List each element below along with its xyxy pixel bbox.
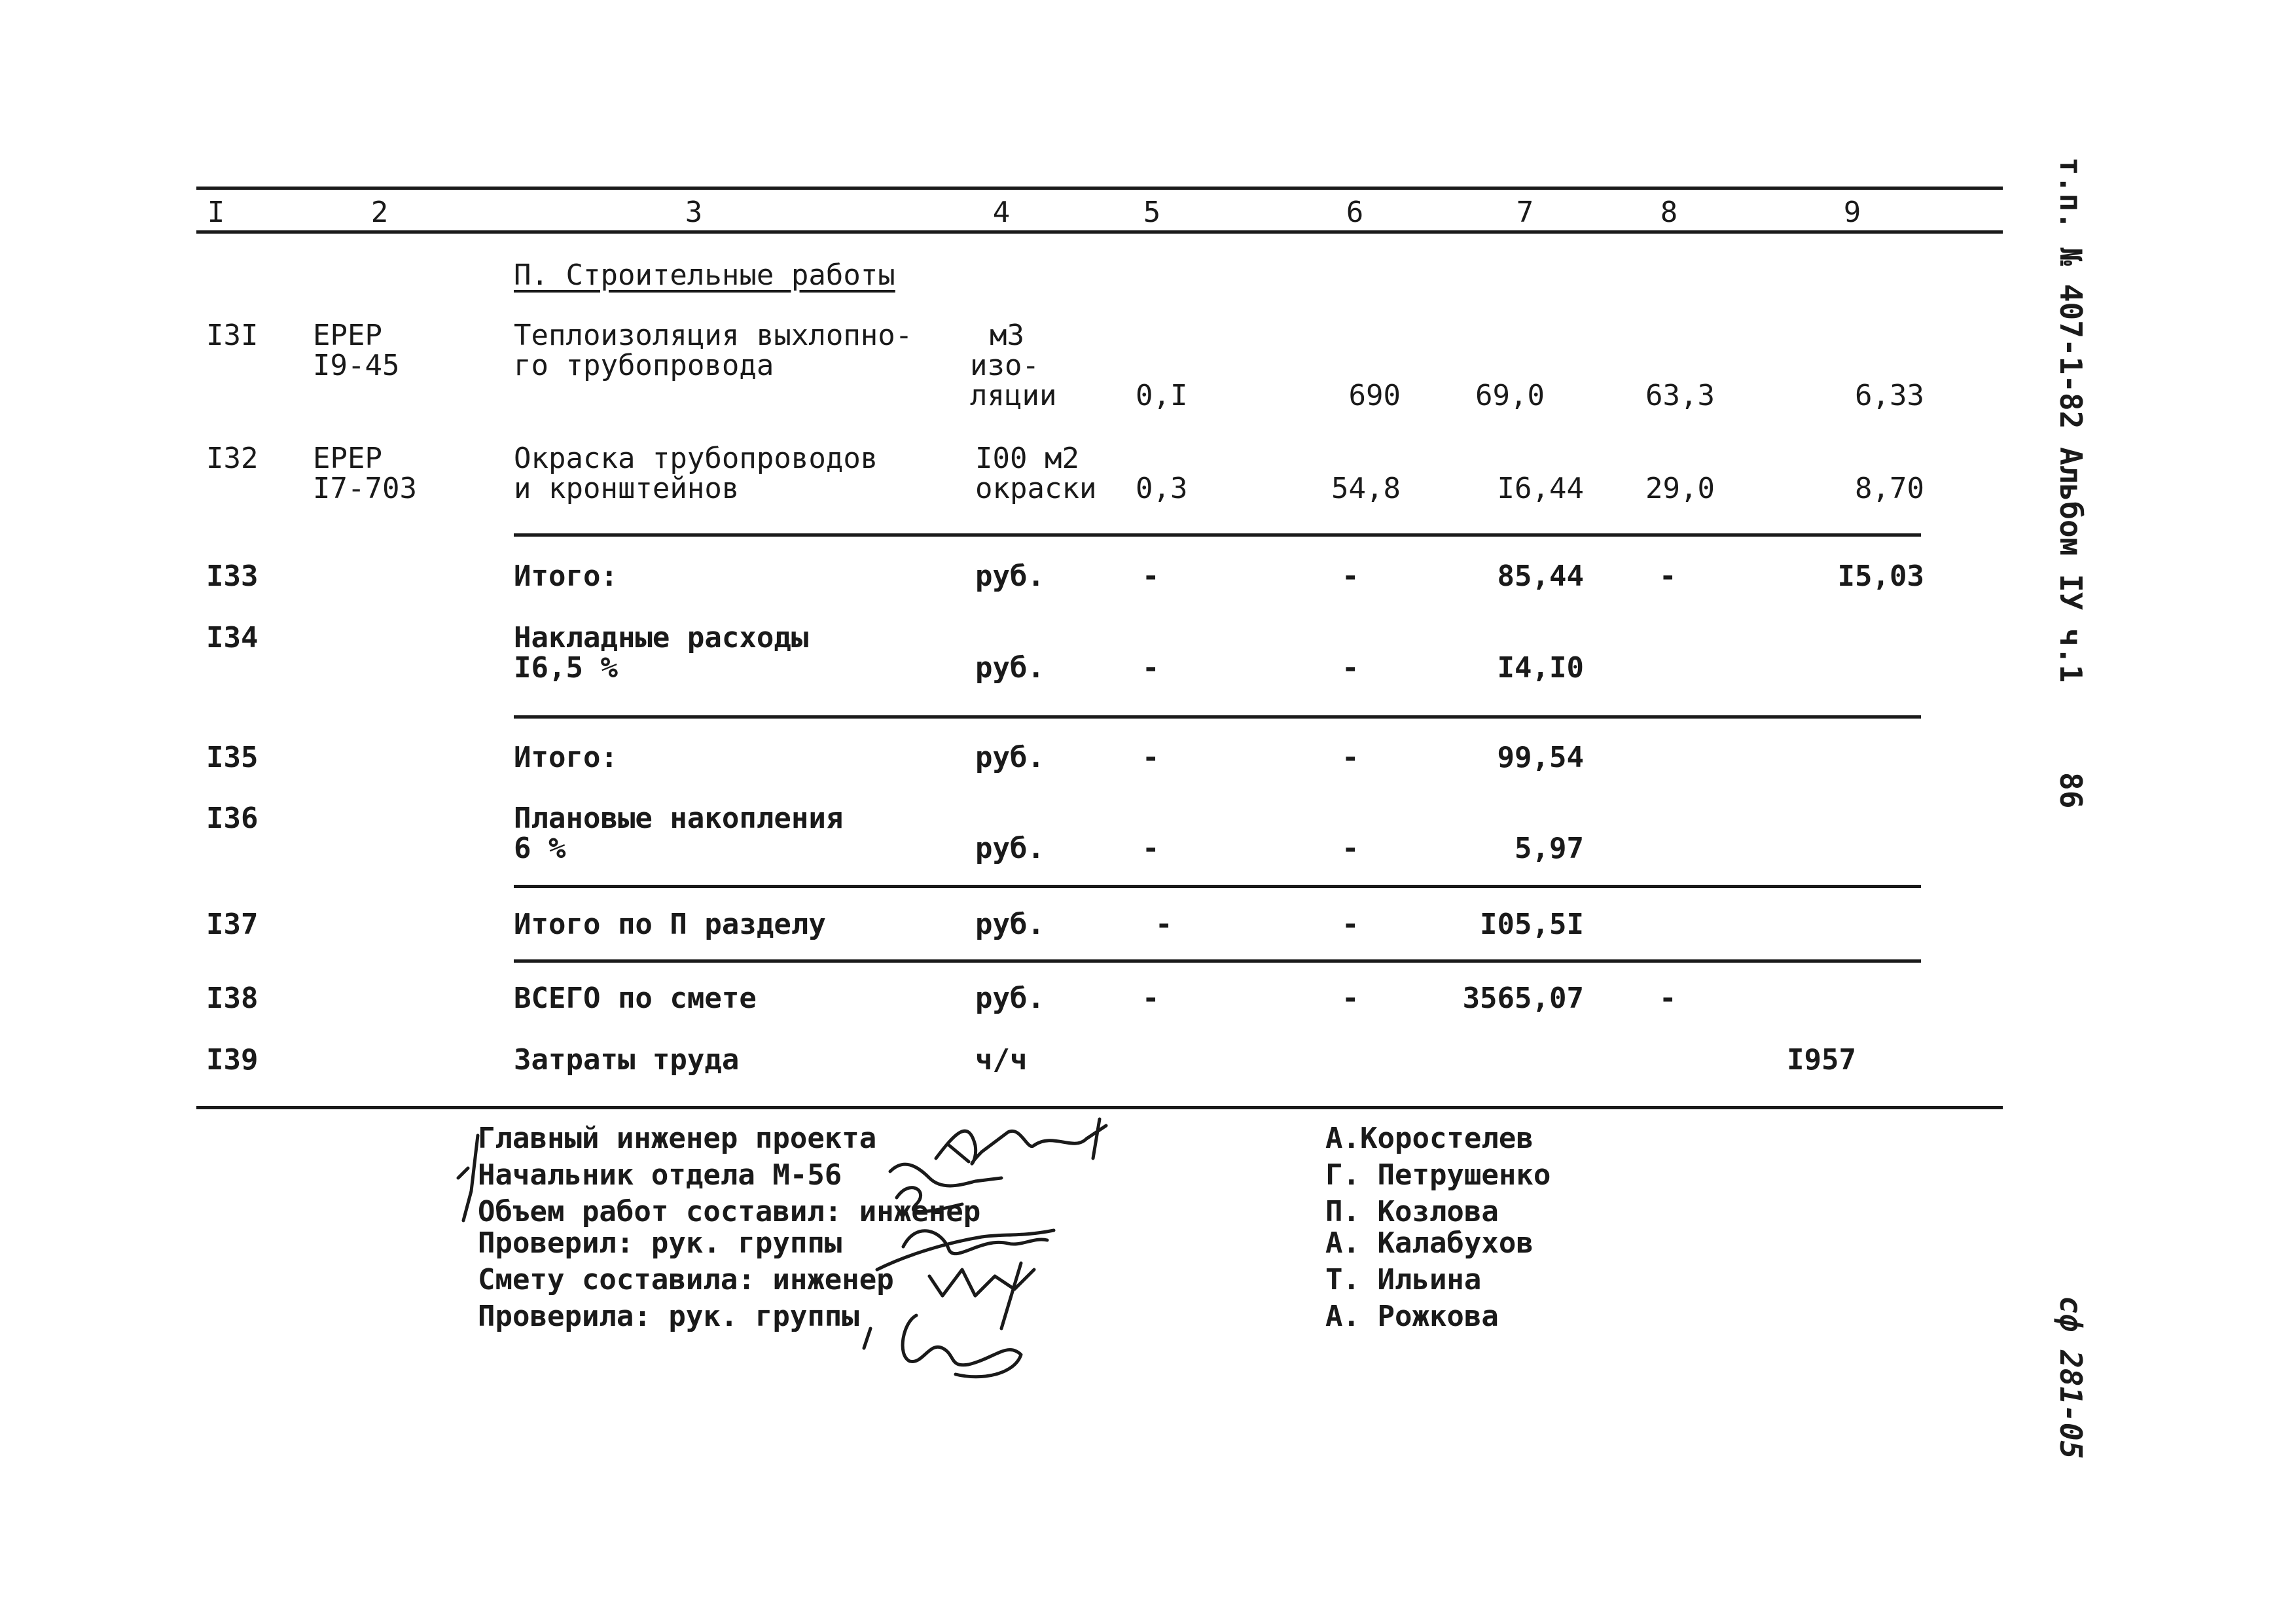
row-col6: - — [1342, 560, 1359, 593]
row-name — [514, 444, 878, 504]
row-unit: руб. — [975, 908, 1045, 941]
row-col6: 690 — [1348, 379, 1401, 412]
row-name-line: и кронштейнов — [514, 472, 740, 505]
row-name-line: го трубопровода — [514, 349, 774, 382]
row-number: I37 — [206, 908, 259, 941]
row-col8: 29,0 — [1645, 472, 1715, 505]
margin-code: сф 281-05 — [2053, 1296, 2089, 1459]
signature-person: А.Коростелев — [1325, 1122, 1534, 1155]
row-col5: - — [1142, 651, 1160, 685]
row-name-line: Накладные расходы — [514, 621, 809, 654]
row-name — [514, 321, 912, 381]
col-header-5: 5 — [1143, 196, 1161, 229]
signature-role: Смету составила: инженер — [478, 1263, 894, 1296]
row-col7: 99,54 — [1497, 741, 1584, 774]
row-unit: руб. — [975, 560, 1045, 593]
row-name-line: I6,5 % — [514, 651, 618, 685]
row-col5: 0,3 — [1136, 472, 1188, 505]
row-unit: руб. — [975, 651, 1045, 685]
row-name: Итого по П разделу — [514, 908, 826, 941]
row-unit-line: I00 м2 — [975, 442, 1079, 475]
row-col7: 5,97 — [1515, 832, 1584, 865]
signature-person: Г. Петрушенко — [1325, 1158, 1551, 1192]
row-number: I38 — [206, 982, 259, 1015]
col-header-8: 8 — [1660, 196, 1678, 229]
row-unit: ч/ч — [975, 1043, 1028, 1077]
row-name-line: Плановые накопления — [514, 802, 844, 835]
row-number: I39 — [206, 1043, 259, 1077]
row-col7: 69,0 — [1475, 379, 1545, 412]
row-unit: руб. — [975, 982, 1045, 1015]
row-unit — [975, 444, 1096, 504]
row-unit — [970, 321, 1056, 411]
row-name: Итого: — [514, 560, 618, 593]
row-number: I36 — [206, 802, 259, 835]
row-col8: 63,3 — [1645, 379, 1715, 412]
row-col7: 3565,07 — [1462, 982, 1584, 1015]
signature-role: Проверил: рук. группы — [478, 1226, 842, 1260]
subtotal-rule — [514, 885, 1921, 888]
col-header-2: 2 — [370, 196, 389, 229]
subtotal-rule — [514, 715, 1921, 719]
signature-person: А. Калабухов — [1325, 1226, 1534, 1260]
row-number: I3I — [206, 319, 259, 352]
margin-header: т.п. № 407-1-82 Альбом IУ ч.1 — [2053, 157, 2089, 683]
header-top-rule — [196, 187, 2003, 190]
row-unit-line: м3 — [990, 319, 1024, 352]
row-col5: - — [1142, 741, 1160, 774]
row-col7: I6,44 — [1497, 472, 1584, 505]
row-col9: 8,70 — [1855, 472, 1924, 505]
row-number: I33 — [206, 560, 259, 593]
section-title — [514, 260, 895, 291]
row-number: I34 — [206, 621, 259, 654]
row-col7: I4,I0 — [1497, 651, 1584, 685]
margin-page-number: 86 — [2053, 772, 2089, 809]
signature-role: Объем работ составил: инженер — [478, 1195, 981, 1228]
row-col7: I05,5I — [1480, 908, 1584, 941]
section-title-text: П. Строительные работы — [514, 259, 895, 292]
signature-role: Проверила: рук. группы — [478, 1300, 859, 1333]
row-code — [313, 444, 417, 504]
row-col5: - — [1142, 560, 1160, 593]
row-col8: - — [1659, 560, 1677, 593]
handwritten-signatures — [445, 1106, 1335, 1387]
signature-person: П. Козлова — [1325, 1195, 1499, 1228]
row-number: I32 — [206, 442, 259, 475]
row-unit: руб. — [975, 832, 1045, 865]
signature-person: А. Рожкова — [1325, 1300, 1499, 1333]
row-code-line: ЕРЕР — [313, 442, 382, 475]
row-col9: 6,33 — [1855, 379, 1924, 412]
row-col9: I957 — [1787, 1043, 1856, 1077]
col-header-7: 7 — [1516, 196, 1534, 229]
row-col5: - — [1142, 832, 1160, 865]
col-header-9: 9 — [1843, 196, 1861, 229]
col-header-3: 3 — [685, 196, 703, 229]
row-col6: - — [1342, 741, 1359, 774]
row-unit: руб. — [975, 741, 1045, 774]
row-name: Итого: — [514, 741, 618, 774]
row-name: Затраты труда — [514, 1043, 740, 1077]
col-header-6: 6 — [1346, 196, 1364, 229]
row-name-line: 6 % — [514, 832, 566, 865]
row-col5: - — [1155, 908, 1173, 941]
row-unit-line: окраски — [975, 472, 1097, 505]
row-col9: I5,03 — [1837, 560, 1924, 593]
row-name: ВСЕГО по смете — [514, 982, 757, 1015]
row-name-line: Теплоизоляция выхлопно- — [514, 319, 913, 352]
row-unit-line: ляции — [970, 379, 1057, 412]
row-name — [514, 623, 808, 683]
row-col5: 0,I — [1136, 379, 1188, 412]
row-col5: - — [1142, 982, 1160, 1015]
row-col6: 54,8 — [1331, 472, 1401, 505]
subtotal-rule — [514, 533, 1921, 537]
row-number: I35 — [206, 741, 259, 774]
row-name — [514, 804, 843, 864]
subtotal-rule — [514, 959, 1921, 963]
row-col6: - — [1342, 651, 1359, 685]
col-header-4: 4 — [992, 196, 1011, 229]
row-code — [313, 321, 399, 381]
row-col6: - — [1342, 908, 1359, 941]
signature-role: Главный инженер проекта — [478, 1122, 877, 1155]
row-code-line: I7-703 — [313, 472, 417, 505]
signature-person: Т. Ильина — [1325, 1263, 1482, 1296]
col-header-1: I — [207, 196, 225, 229]
signature-role: Начальник отдела М-56 — [478, 1158, 842, 1192]
row-col6: - — [1342, 832, 1359, 865]
row-unit-line: изо- — [970, 349, 1039, 382]
row-code-line: ЕРЕР — [313, 319, 382, 352]
row-col8: - — [1659, 982, 1677, 1015]
row-col7: 85,44 — [1497, 560, 1584, 593]
row-code-line: I9-45 — [313, 349, 400, 382]
row-col6: - — [1342, 982, 1359, 1015]
row-name-line: Окраска трубопроводов — [514, 442, 878, 475]
header-bottom-rule — [196, 230, 2003, 234]
